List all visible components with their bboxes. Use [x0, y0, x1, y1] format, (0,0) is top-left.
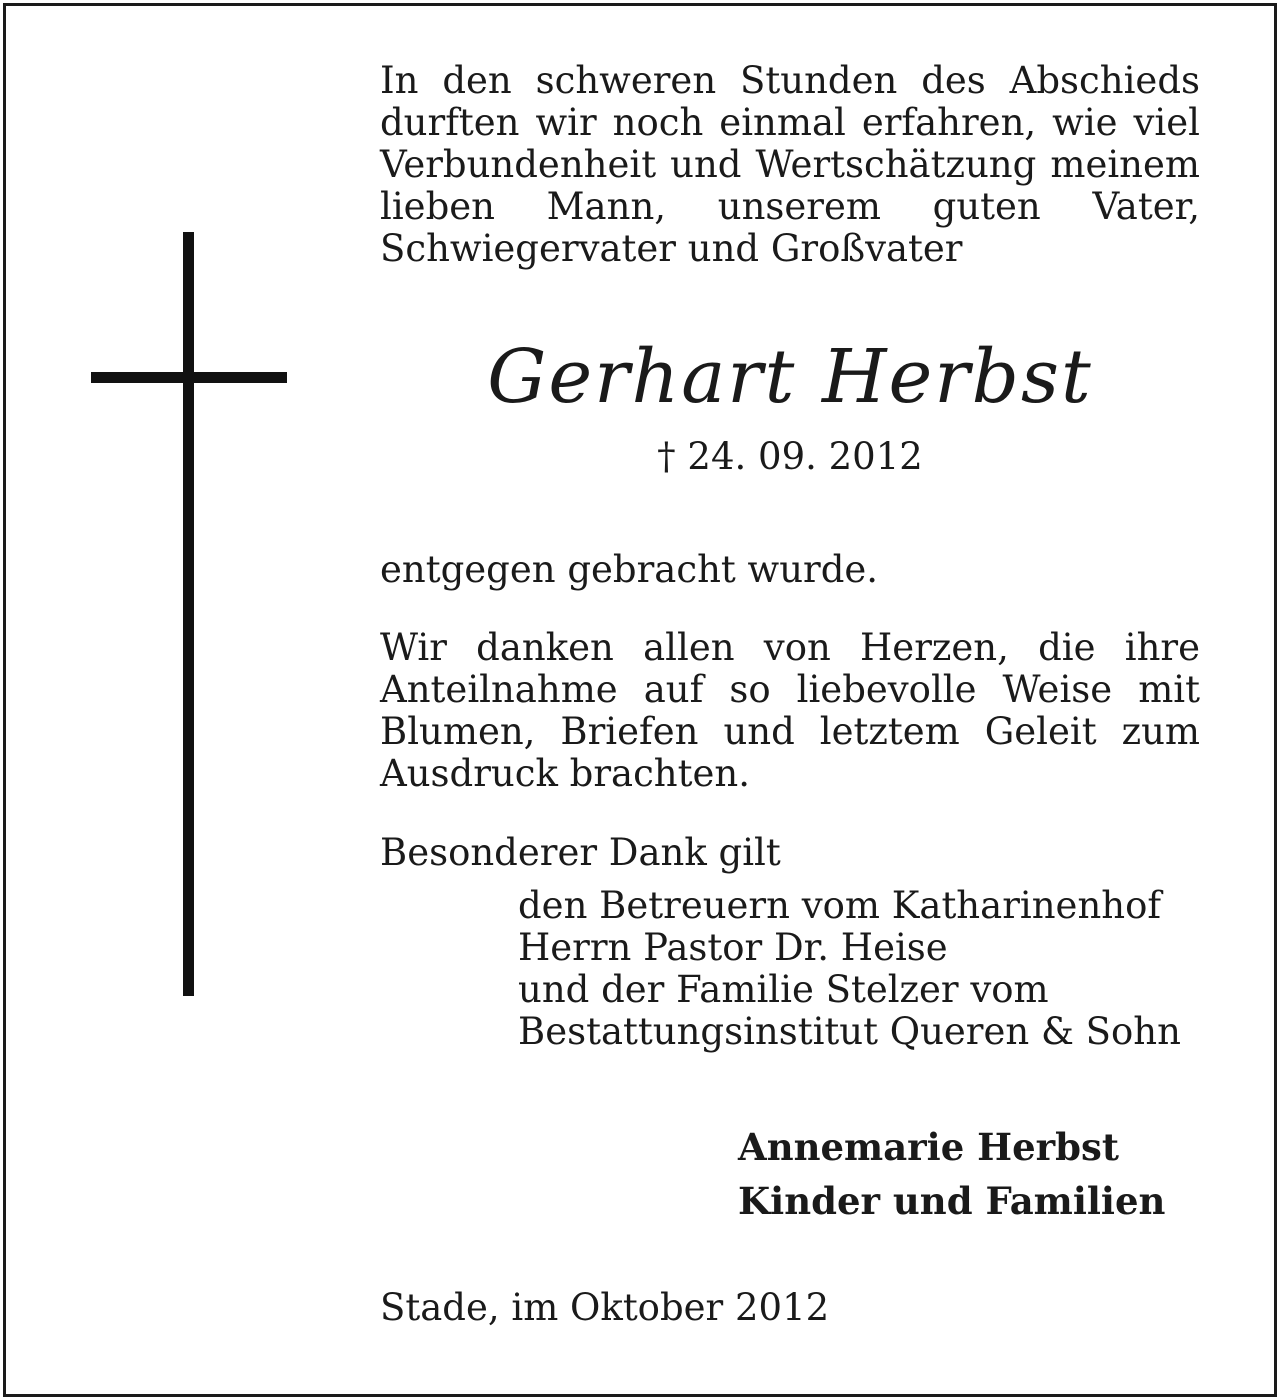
continuation-paragraph: entgegen gebracht wurde. — [380, 548, 879, 591]
place-and-date: Stade, im Oktober 2012 — [380, 1286, 830, 1329]
intro-paragraph: In den schweren Stunden des Abschieds durften wir noch einmal erfahren, wie viel Verbundenheit und Wertschätzung meinem lieben Mann, unserem guten Vater, Schwiegervater und Großvater — [380, 59, 1200, 270]
special-thanks-list — [518, 885, 1218, 1053]
recipient-item: und der Familie Stelzer vom — [518, 968, 1049, 1011]
signature-line: Annemarie Herbst — [738, 1125, 1119, 1169]
cross-horizontal-bar — [91, 372, 287, 383]
recipient-item: Herrn Pastor Dr. Heise — [518, 926, 948, 969]
special-thanks-heading: Besonderer Dank gilt — [380, 831, 781, 874]
cross-vertical-bar — [183, 232, 194, 996]
death-date: † 24. 09. 2012 — [657, 435, 923, 478]
signature-line: Kinder und Familien — [738, 1179, 1166, 1223]
recipient-item: Bestattungsinstitut Queren & Sohn — [518, 1010, 1181, 1053]
deceased-name: Gerhart Herbst — [487, 334, 1093, 420]
recipient-item: den Betreuern vom Katharinenhof — [518, 884, 1162, 927]
thanks-paragraph: Wir danken allen von Herzen, die ihre Anteilnahme auf so liebevolle Weise mit Blumen, Briefen und letztem Geleit zum Ausdruck brachten. — [380, 626, 1200, 795]
signature-block — [738, 1120, 1238, 1228]
